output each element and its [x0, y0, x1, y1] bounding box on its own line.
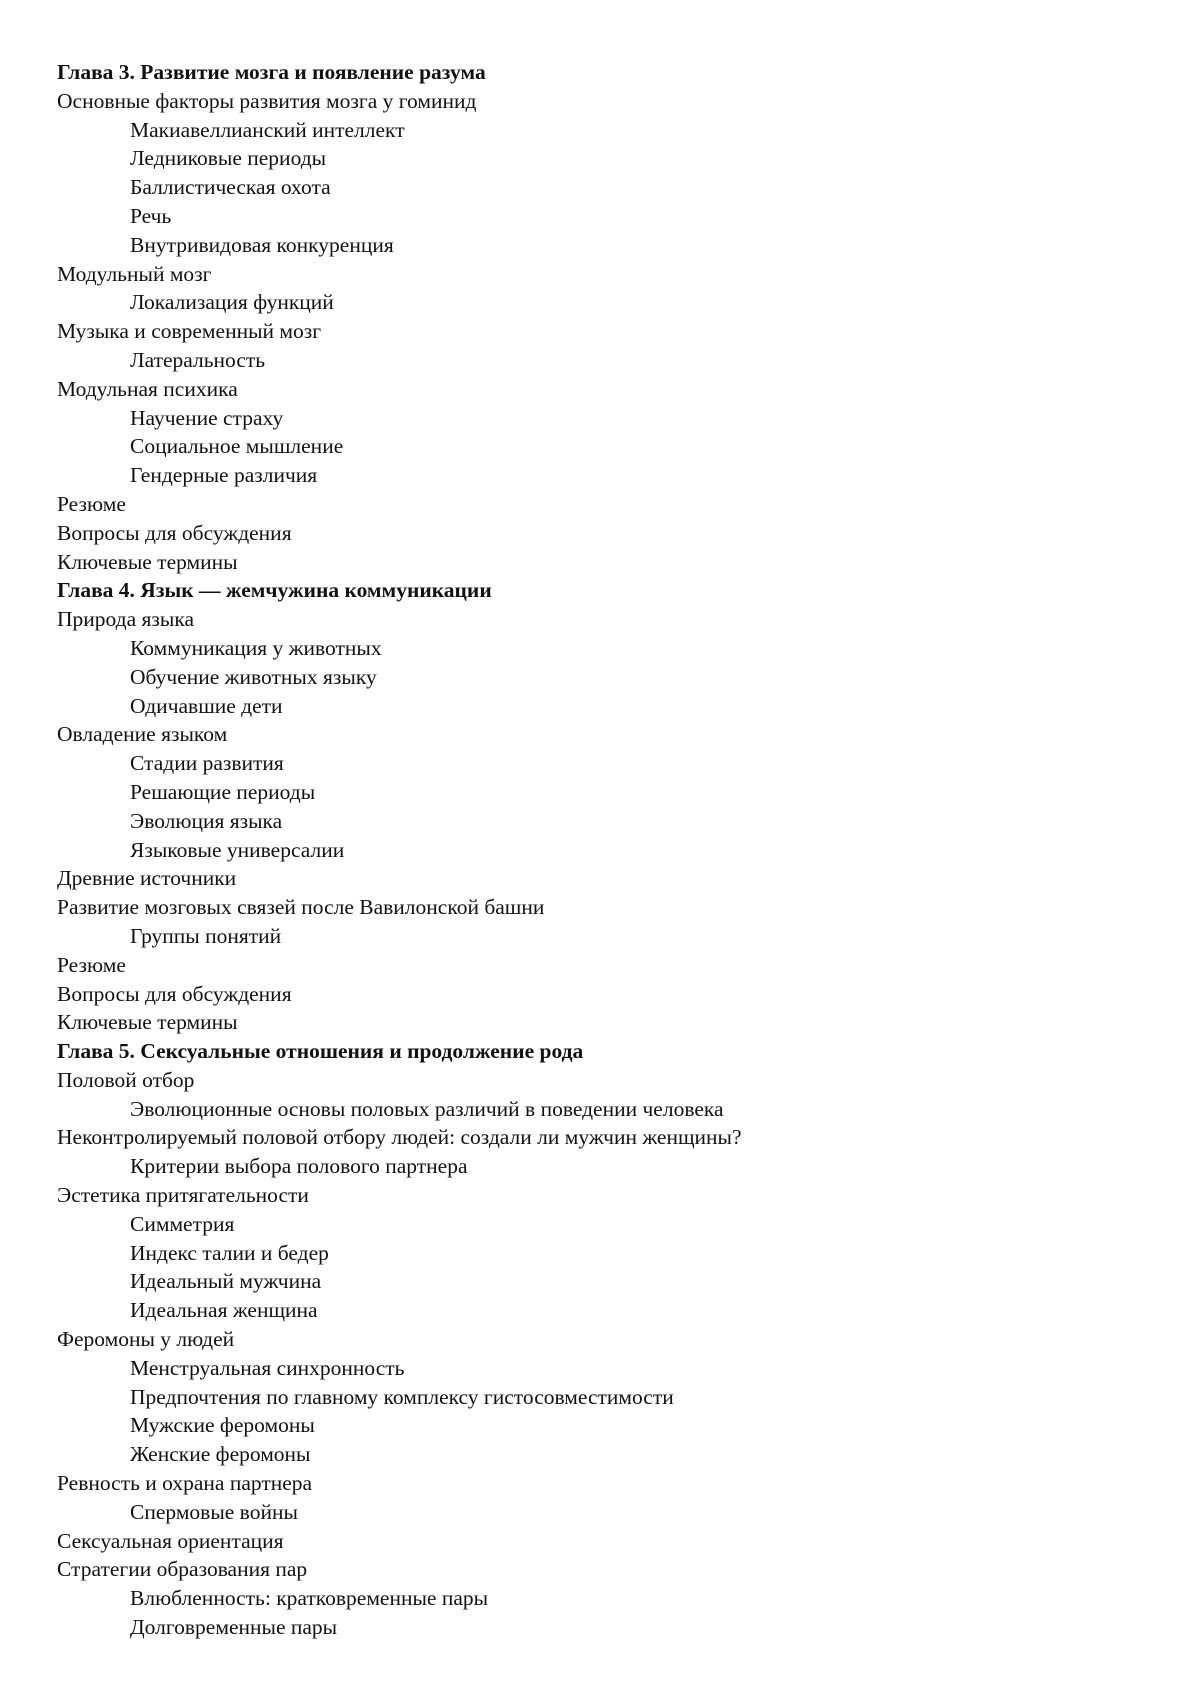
toc-subsection-entry: Группы понятий — [57, 922, 1157, 951]
toc-section-entry: Сексуальная ориентация — [57, 1527, 1157, 1556]
toc-subsection-entry: Предпочтения по главному комплексу гистосовместимости — [57, 1383, 1157, 1412]
toc-section-entry: Развитие мозговых связей после Вавилонской башни — [57, 893, 1157, 922]
toc-section-entry: Музыка и современный мозг — [57, 317, 1157, 346]
toc-section-entry: Модульная психика — [57, 375, 1157, 404]
toc-section-entry: Ревность и охрана партнера — [57, 1469, 1157, 1498]
toc-subsection-entry: Обучение животных языку — [57, 663, 1157, 692]
toc-subsection-entry: Женские феромоны — [57, 1440, 1157, 1469]
toc-subsection-entry: Критерии выбора полового партнера — [57, 1152, 1157, 1181]
toc-subsection-entry: Индекс талии и бедер — [57, 1239, 1157, 1268]
toc-section-entry: Неконтролируемый половой отбору людей: создали ли мужчин женщины? — [57, 1123, 1157, 1152]
chapter-heading: Глава 3. Развитие мозга и появление разума — [57, 58, 1157, 87]
toc-subsection-entry: Мужские феромоны — [57, 1411, 1157, 1440]
toc-subsection-entry: Эволюционные основы половых различий в поведении человека — [57, 1095, 1157, 1124]
toc-section-entry: Резюме — [57, 490, 1157, 519]
toc-section-entry: Стратегии образования пар — [57, 1555, 1157, 1584]
toc-subsection-entry: Эволюция языка — [57, 807, 1157, 836]
toc-subsection-entry: Макиавеллианский интеллект — [57, 116, 1157, 145]
toc-subsection-entry: Языковые универсалии — [57, 836, 1157, 865]
toc-section-entry: Модульный мозг — [57, 260, 1157, 289]
toc-subsection-entry: Социальное мышление — [57, 432, 1157, 461]
toc-subsection-entry: Стадии развития — [57, 749, 1157, 778]
toc-section-entry: Феромоны у людей — [57, 1325, 1157, 1354]
toc-section-entry: Природа языка — [57, 605, 1157, 634]
toc-subsection-entry: Речь — [57, 202, 1157, 231]
chapter-heading: Глава 5. Сексуальные отношения и продолжение рода — [57, 1037, 1157, 1066]
toc-section-entry: Вопросы для обсуждения — [57, 519, 1157, 548]
toc-section-entry: Ключевые термины — [57, 548, 1157, 577]
toc-subsection-entry: Внутривидовая конкуренция — [57, 231, 1157, 260]
toc-subsection-entry: Спермовые войны — [57, 1498, 1157, 1527]
toc-subsection-entry: Идеальная женщина — [57, 1296, 1157, 1325]
toc-section-entry: Вопросы для обсуждения — [57, 980, 1157, 1009]
toc-section-entry: Половой отбор — [57, 1066, 1157, 1095]
toc-subsection-entry: Менструальная синхронность — [57, 1354, 1157, 1383]
toc-subsection-entry: Научение страху — [57, 404, 1157, 433]
toc-section-entry: Резюме — [57, 951, 1157, 980]
toc-section-entry: Древние источники — [57, 864, 1157, 893]
toc-subsection-entry: Латеральность — [57, 346, 1157, 375]
toc-section-entry: Овладение языком — [57, 720, 1157, 749]
toc-subsection-entry: Баллистическая охота — [57, 173, 1157, 202]
chapter-heading: Глава 4. Язык — жемчужина коммуникации — [57, 576, 1157, 605]
toc-subsection-entry: Одичавшие дети — [57, 692, 1157, 721]
table-of-contents — [57, 58, 1157, 1642]
toc-subsection-entry: Гендерные различия — [57, 461, 1157, 490]
toc-section-entry: Основные факторы развития мозга у гоминид — [57, 87, 1157, 116]
toc-subsection-entry: Долговременные пары — [57, 1613, 1157, 1642]
toc-subsection-entry: Влюбленность: кратковременные пары — [57, 1584, 1157, 1613]
toc-section-entry: Ключевые термины — [57, 1008, 1157, 1037]
toc-section-entry: Эстетика притягательности — [57, 1181, 1157, 1210]
toc-subsection-entry: Решающие периоды — [57, 778, 1157, 807]
toc-subsection-entry: Идеальный мужчина — [57, 1267, 1157, 1296]
toc-subsection-entry: Ледниковые периоды — [57, 144, 1157, 173]
toc-subsection-entry: Симметрия — [57, 1210, 1157, 1239]
toc-subsection-entry: Локализация функций — [57, 288, 1157, 317]
toc-subsection-entry: Коммуникация у животных — [57, 634, 1157, 663]
